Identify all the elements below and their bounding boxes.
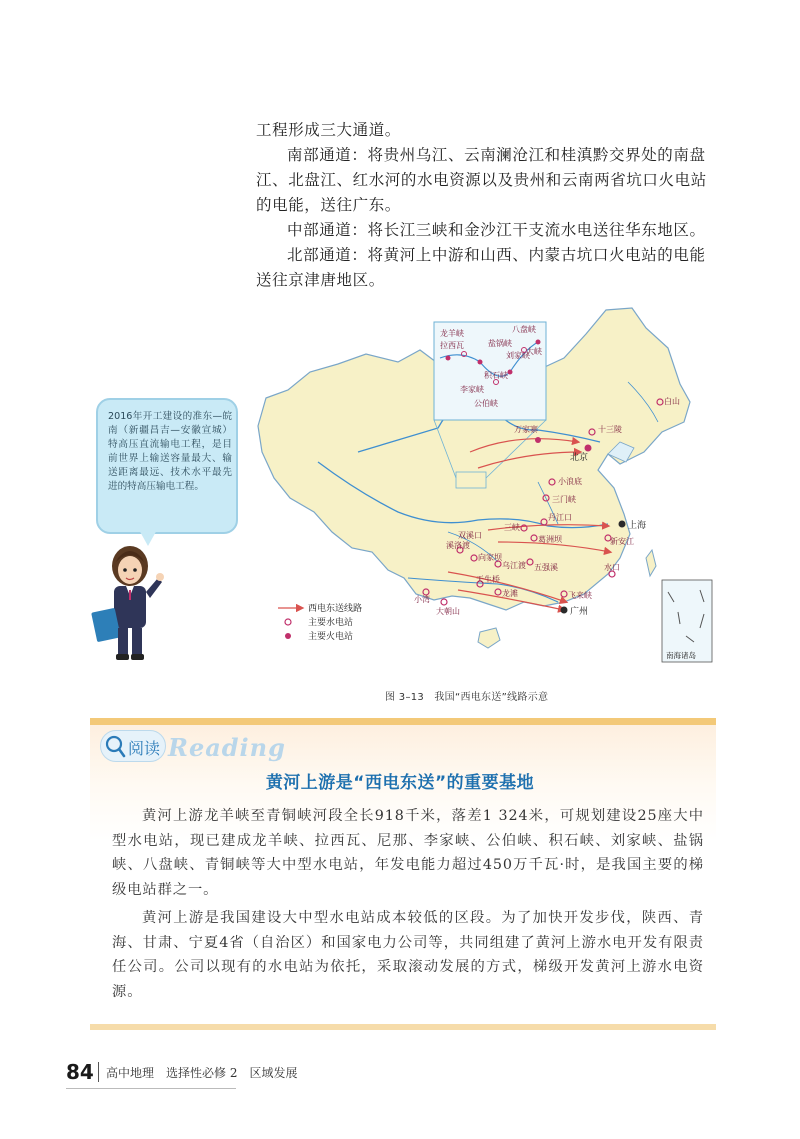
inset-station-5 — [508, 370, 513, 375]
taiwan-island — [646, 550, 656, 576]
map-legend — [278, 602, 362, 642]
label-wuqiangxi: 五强溪 — [534, 563, 558, 572]
legend-hydro-label: 主要水电站 — [308, 618, 354, 628]
paragraph-north-channel: 北部通道：将黄河上中游和山西、内蒙古坑口火电站的电能送往京津唐地区。 — [256, 246, 706, 289]
label-gezhouba: 葛洲坝 — [538, 535, 562, 544]
label-inset-yanguoxia: 盐锅峡 — [488, 339, 512, 348]
inset-station-7 — [536, 340, 541, 345]
label-beijing: 北京 — [570, 453, 589, 463]
label-xinanjiang: 新安江 — [610, 537, 634, 546]
inset-station-1 — [446, 356, 451, 361]
label-tianshengqiao: 天生桥 — [476, 575, 500, 584]
reading-bottom-bar — [90, 1024, 716, 1030]
nanhai-inset-box — [662, 580, 712, 662]
label-inset-liujiaxia: 刘家峡 — [506, 351, 530, 360]
label-xiluodu: 溪洛渡 — [446, 541, 470, 550]
label-inset-daxia: 大峡 — [526, 347, 542, 356]
reading-script-label: Reading — [168, 733, 286, 762]
label-inset-longyangxia: 龙羊峡 — [440, 329, 464, 338]
inset-station-3 — [478, 360, 483, 365]
footer-rule — [66, 1088, 236, 1089]
station-guangzhou — [561, 607, 568, 614]
legend-thermal-icon — [285, 633, 291, 639]
label-inset-laxiwa: 拉西瓦 — [440, 341, 464, 350]
label-shuangxiqiao: 双溪口 — [458, 531, 482, 540]
station-shanghai — [619, 521, 626, 528]
label-sanmenxia: 三门峡 — [552, 495, 576, 504]
bubble-text: 2016年开工建设的准东—皖南（新疆昌吉—安徽宣城）特高压直流输电工程，是目前世界上输送容量最大、输送距离最远、技术水平最先进的特高压输电工程。 — [108, 411, 232, 492]
text-line-intro: 工程形成三大通道。 — [256, 121, 401, 139]
label-nanhai: 南海诸岛 — [666, 651, 696, 660]
legend-hydro-icon — [285, 619, 291, 625]
legend-route-label: 西电东送线路 — [308, 604, 363, 614]
legend-thermal-label: 主要火电站 — [308, 632, 354, 642]
student-illustration — [90, 540, 170, 662]
magnifier-icon — [104, 733, 126, 759]
label-guangzhou: 广州 — [570, 607, 589, 617]
station-dachaoshan — [441, 599, 447, 605]
label-baishan: 白山 — [664, 397, 680, 406]
paragraph-middle-channel: 中部通道：将长江三峡和金沙江干支流水电送往华东地区。 — [287, 221, 706, 239]
figure-caption: 图 3–13 我国“西电东送”线路示意 — [385, 692, 549, 703]
label-inset-bapanxia: 八盘峡 — [512, 325, 536, 334]
label-shanghai: 上海 — [628, 521, 647, 531]
label-xiaowan: 小湾 — [414, 595, 430, 604]
label-wanjiazhai: 万家寨 — [514, 425, 538, 434]
label-wujiangdu: 乌江渡 — [502, 561, 526, 570]
footer-book-title: 高中地理 选择性必修 2 区域发展 — [106, 1066, 298, 1080]
reading-title: 黄河上游是“西电东送”的重要基地 — [265, 773, 535, 793]
label-longtan: 龙滩 — [502, 589, 518, 598]
label-shuikou: 水口 — [604, 563, 620, 572]
label-danjiangkou: 丹江口 — [548, 513, 572, 522]
station-wanjiazhai — [535, 437, 541, 443]
label-inset-jishixia: 积石峡 — [484, 371, 508, 380]
label-shisanling: 十三陵 — [598, 425, 622, 434]
label-inset-gongboxia: 公伯峡 — [474, 399, 498, 408]
reading-tag-label: 阅读 — [128, 739, 161, 758]
page-number: 84 — [66, 1060, 94, 1084]
label-dachaoshan: 大朝山 — [436, 607, 460, 616]
reading-paragraph-1: 黄河上游龙羊峡至青铜峡河段全长918千米，落差1 324米，可规划建设25座大中型水电站，现已建成龙羊峡、拉西瓦、尼那、李家峡、公伯峡、积石峡、刘家峡、盐锅峡、八盘峡、青铜峡等大中型水电站，年发电能力超过450万千瓦·时，是我国主要的梯级电站群之一。 — [112, 808, 704, 898]
label-xiangjiaba: 向家坝 — [478, 553, 502, 562]
footer-separator — [98, 1062, 99, 1082]
reading-paragraph-2: 黄河上游是我国建设大中型水电站成本较低的区段。为了加快开发步伐，陕西、青海、甘肃、宁夏4省（自治区）和国家电力公司等，共同组建了黄河上游水电开发有限责任公司。公司以现有的水电站为依托，采取滚动发展的方式，梯级开发黄河上游水电资源。 — [112, 910, 704, 1000]
west-east-power-map — [248, 302, 718, 666]
label-xiaolangdi: 小浪底 — [558, 477, 582, 486]
label-sanxia: 三峡 — [504, 523, 520, 532]
label-feilaixia: 飞来峡 — [568, 591, 592, 600]
label-inset-lijiaxia: 李家峡 — [460, 385, 484, 394]
paragraph-south-channel: 南部通道：将贵州乌江、云南澜沧江和桂滇黔交界处的南盘江、北盘江、红水河的水电资源以及贵州和云南两省坑口火电站的电能，送往广东。 — [256, 146, 707, 214]
station-beijing — [585, 445, 592, 452]
hainan-island — [478, 628, 500, 648]
reading-top-bar — [90, 718, 716, 725]
speech-bubble — [96, 398, 238, 534]
